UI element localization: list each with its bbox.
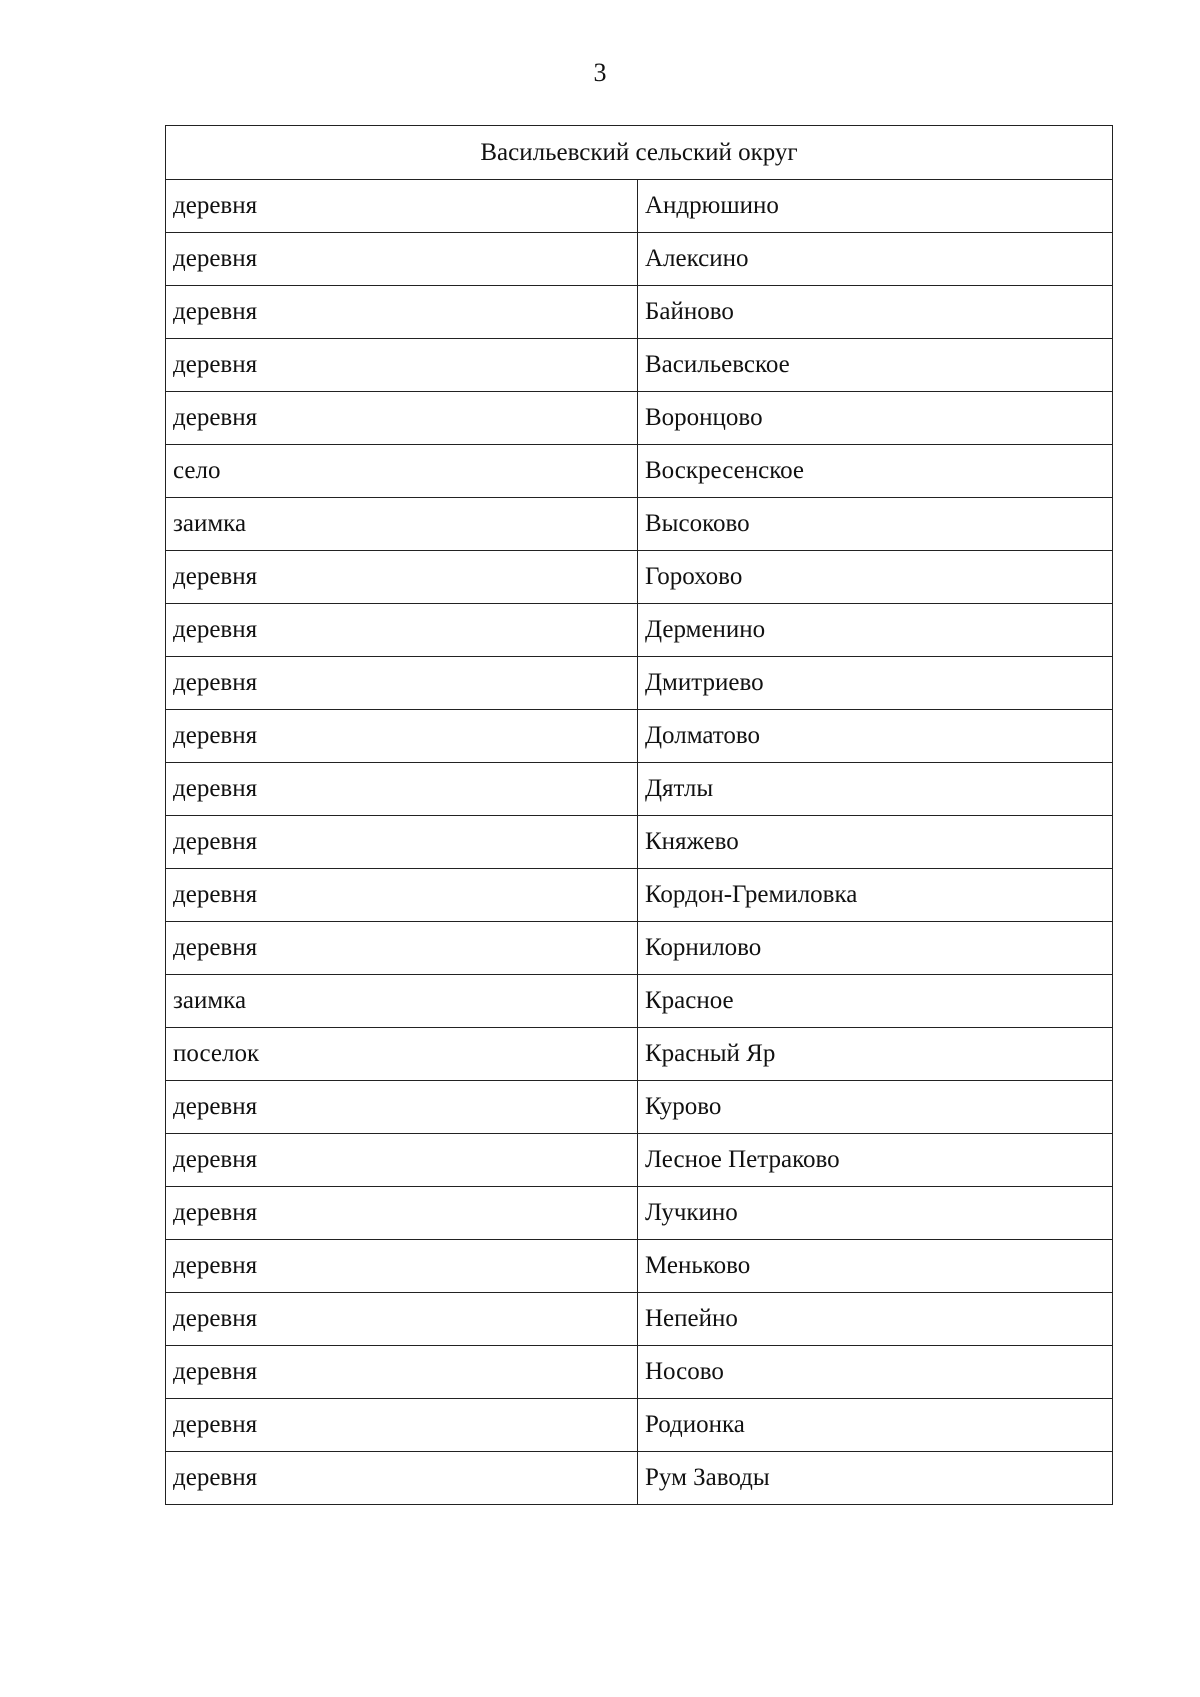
settlement-type-cell: деревня — [166, 1081, 638, 1134]
settlement-name-cell: Красный Яр — [638, 1028, 1113, 1081]
settlement-name-cell: Меньково — [638, 1240, 1113, 1293]
settlement-type-cell: деревня — [166, 339, 638, 392]
table-row — [166, 1399, 1113, 1452]
settlement-type-cell: деревня — [166, 286, 638, 339]
settlement-name-cell: Алексино — [638, 233, 1113, 286]
table-row — [166, 551, 1113, 604]
table-row — [166, 1293, 1113, 1346]
page-number: 3 — [593, 58, 607, 87]
table-body — [166, 180, 1113, 1505]
settlement-type-cell: деревня — [166, 392, 638, 445]
table-row — [166, 604, 1113, 657]
settlement-name-cell: Лучкино — [638, 1187, 1113, 1240]
settlement-type-cell: деревня — [166, 710, 638, 763]
table-row — [166, 763, 1113, 816]
settlement-type-cell: деревня — [166, 1452, 638, 1505]
settlement-name-cell: Байново — [638, 286, 1113, 339]
table-row — [166, 816, 1113, 869]
table-row — [166, 657, 1113, 710]
table-row — [166, 339, 1113, 392]
settlement-name-cell: Княжево — [638, 816, 1113, 869]
settlement-type-cell: деревня — [166, 233, 638, 286]
settlement-type-cell: деревня — [166, 551, 638, 604]
settlement-name-cell: Васильевское — [638, 339, 1113, 392]
settlement-name-cell: Родионка — [638, 1399, 1113, 1452]
settlement-name-cell: Дмитриево — [638, 657, 1113, 710]
table-row — [166, 180, 1113, 233]
settlement-type-cell: деревня — [166, 180, 638, 233]
settlement-type-cell: деревня — [166, 604, 638, 657]
settlement-type-cell: деревня — [166, 922, 638, 975]
settlements-table — [165, 125, 1113, 1505]
table-row — [166, 445, 1113, 498]
settlement-name-cell: Высоково — [638, 498, 1113, 551]
settlement-name-cell: Воронцово — [638, 392, 1113, 445]
table-row — [166, 975, 1113, 1028]
table-header-row — [166, 126, 1113, 180]
table-row — [166, 286, 1113, 339]
table-row — [166, 1452, 1113, 1505]
table-row — [166, 869, 1113, 922]
settlement-type-cell: заимка — [166, 498, 638, 551]
settlement-type-cell: деревня — [166, 1240, 638, 1293]
settlement-name-cell: Лесное Петраково — [638, 1134, 1113, 1187]
settlement-type-cell: деревня — [166, 869, 638, 922]
settlement-type-cell: деревня — [166, 1399, 638, 1452]
settlement-name-cell: Воскресенское — [638, 445, 1113, 498]
settlement-name-cell: Корнилово — [638, 922, 1113, 975]
settlement-type-cell: деревня — [166, 763, 638, 816]
settlement-name-cell: Андрюшино — [638, 180, 1113, 233]
settlement-type-cell: заимка — [166, 975, 638, 1028]
settlement-name-cell: Носово — [638, 1346, 1113, 1399]
settlement-name-cell: Курово — [638, 1081, 1113, 1134]
settlement-name-cell: Горохово — [638, 551, 1113, 604]
table-row — [166, 922, 1113, 975]
table-header: Васильевский сельский округ — [166, 126, 1113, 180]
settlement-type-cell: деревня — [166, 1346, 638, 1399]
settlement-name-cell: Долматово — [638, 710, 1113, 763]
table-row — [166, 392, 1113, 445]
table-row — [166, 1134, 1113, 1187]
settlement-type-cell: деревня — [166, 816, 638, 869]
table-row — [166, 1028, 1113, 1081]
table-row — [166, 1081, 1113, 1134]
table-row — [166, 498, 1113, 551]
table-row — [166, 1187, 1113, 1240]
settlement-type-cell: деревня — [166, 1134, 638, 1187]
settlement-name-cell: Красное — [638, 975, 1113, 1028]
settlement-name-cell: Кордон-Гремиловка — [638, 869, 1113, 922]
settlement-type-cell: деревня — [166, 1187, 638, 1240]
table-row — [166, 1346, 1113, 1399]
settlement-name-cell: Рум Заводы — [638, 1452, 1113, 1505]
settlement-type-cell: поселок — [166, 1028, 638, 1081]
settlement-type-cell: село — [166, 445, 638, 498]
settlement-name-cell: Дерменино — [638, 604, 1113, 657]
table-row — [166, 1240, 1113, 1293]
settlement-type-cell: деревня — [166, 1293, 638, 1346]
table-row — [166, 233, 1113, 286]
table-row — [166, 710, 1113, 763]
settlement-name-cell: Непейно — [638, 1293, 1113, 1346]
settlement-name-cell: Дятлы — [638, 763, 1113, 816]
settlement-type-cell: деревня — [166, 657, 638, 710]
